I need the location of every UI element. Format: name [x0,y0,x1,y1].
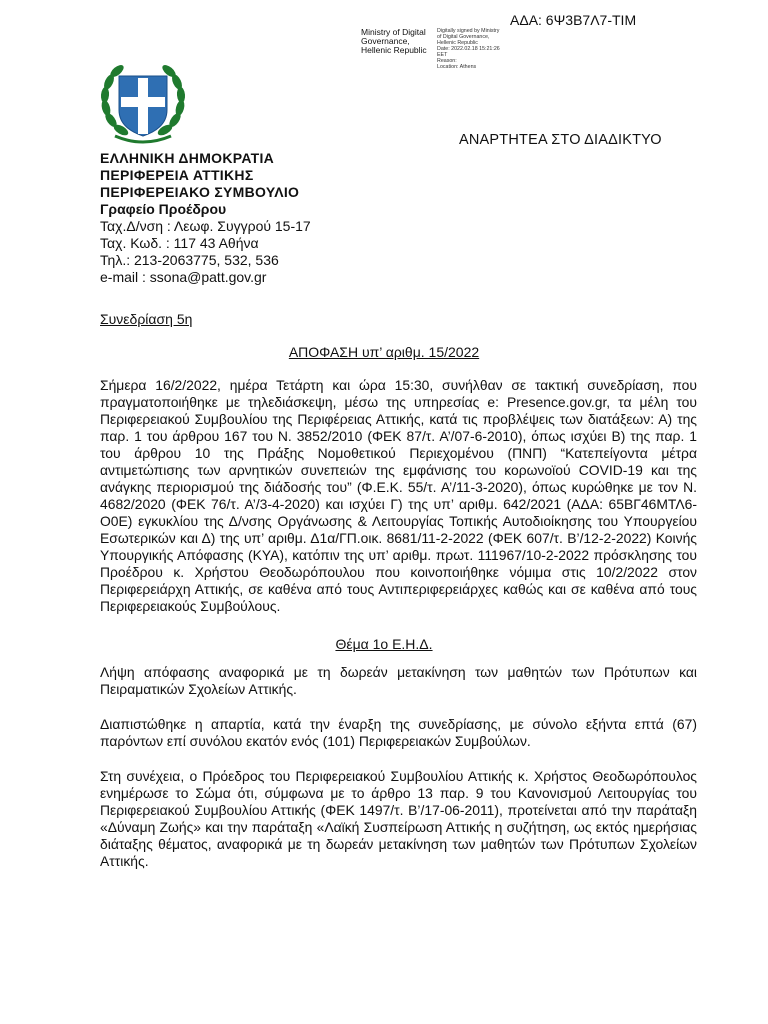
proposal-paragraph: Στη συνέχεια, ο Πρόεδρος του Περιφερειακού Συμβουλίου Αττικής κ. Χρήστος Θεοδωρόπουλος ενημέρωσε το Σώμα ότι, σύμφωνα με το άρθρο 13 παρ. 9 του Κανονισμού Λειτουργίας του Περιφερειακού Συμβουλίου Αττικής (ΦΕΚ 1497/τ. Β’/17-06-2011), προτείνεται από την παράταξη «Δύναμη Ζωής» και την παράταξη «Λαϊκή Συσπείρωση Αττικής η συζήτηση, ως εκτός ημερήσιας διάταξης θέματος, αναφορικά με τη δωρεάν μετακίνηση των μαθητών των Πρότυπων Σχολείων Αττικής. [100,768,697,869]
digital-signature-details [437,28,500,70]
phone-numbers: Τηλ.: 213-2063775, 532, 536 [100,252,279,268]
email-address: e-mail : ssona@patt.gov.gr [100,269,267,285]
public-posting-notice: ΑΝΑΡΤΗΤΕΑ ΣΤΟ ΔΙΑΔΙΚΤΥΟ [459,132,662,148]
signature-detail-line: Reason: [437,58,457,64]
office-name: Γραφείο Προέδρου [100,201,227,217]
signature-detail-line: Hellenic Republic [437,40,478,46]
postal-address: Ταχ.Δ/νση : Λεωφ. Συγγρού 15-17 [100,218,311,234]
region-name: ΠΕΡΙΦΕΡΕΙΑ ΑΤΤΙΚΗΣ [100,167,254,183]
council-name: ΠΕΡΙΦΕΡΕΙΑΚΟ ΣΥΜΒΟΥΛΙΟ [100,184,300,200]
postal-code: Ταχ. Κωδ. : 117 43 Αθήνα [100,235,259,251]
signer-line: Governance, [361,36,410,46]
topic-description: Λήψη απόφασης αναφορικά με τη δωρεάν μετακίνηση των μαθητών των Πρότυπων και Πειραματικών Σχολείων Αττικής. [100,664,697,697]
signature-detail-line: of Digital Governance, [437,34,490,40]
topic-heading: Θέμα 1ο Ε.Η.Δ. [335,636,433,652]
quorum-paragraph: Διαπιστώθηκε η απαρτία, κατά την έναρξη της συνεδρίασης, με σύνολο εξήντα επτά (67) παρόντων επί συνόλου εκατόν ενός (101) Περιφερειακών Συμβούλων. [100,716,697,749]
signer-line: Hellenic Republic [361,45,427,55]
letterhead [100,150,311,286]
signature-detail-line: Digitally signed by Ministry [437,28,500,34]
digital-signature-signer [361,28,427,55]
country-name: ΕΛΛΗΝΙΚΗ ΔΗΜΟΚΡΑΤΙΑ [100,150,275,166]
signature-detail-line: Date: 2022.02.18 15:21:26 [437,46,500,52]
signature-detail-line: Location: Athens [437,64,477,70]
decision-title-wrap [0,344,768,360]
meeting-paragraph: Σήμερα 16/2/2022, ημέρα Τετάρτη και ώρα 15:30, συνήλθαν σε τακτική συνεδρίαση, που πραγματοποιήθηκε με τηλεδιάσκεψη, μέσω της υπηρεσίας e: Presence.gov.gr, τα μέλη του Περιφερειακού Συμβουλίου της Περιφέρειας Αττικής, κατά τις προβλέψεις των διατάξεων: Α) της παρ. 1 του άρθρου 167 του Ν. 3852/2010 (ΦΕΚ 87/τ. Α’/07-6-2010), όπως ισχύει Β) της παρ. 1 του άρθρου 10 της Πράξης Νομοθετικού Περιεχομένου (ΠΝΠ) “Κατεπείγοντα μέτρα αντιμετώπισης των αρνητικών συνεπειών της εμφάνισης του κορωνοϊού COVID-19 και της ανάγκης περιορισμού της διάδοσής του” (Φ.Ε.Κ. 55/τ. Α’/11-3-2020), όπως κυρώθηκε με τον Ν. 4682/2020 (ΦΕΚ 76/τ. Α’/3-4-2020) και ισχύει Γ) της υπ’ αριθμ. 642/2021 (ΑΔΑ: 65ΒΓ46ΜΤΛ6-Ο0Ε) εγκυκλίου της Δ/νσης Οργάνωσης & Λειτουργίας Τοπικής Αυτοδιοίκησης του Υπουργείου Εσωτερικών και Δ) της υπ’ αριθμ. Δ1α/ΓΠ.οικ. 8681/11-2-2022 (ΦΕΚ 607/τ. Β’/12-2-2022) Κοινής Υπουργικής Απόφασης (ΚΥΑ), κατόπιν της υπ’ αριθμ. πρωτ. 111967/10-2-2022 πρόσκλησης του Προέδρου κ. Χρήστου Θεοδωρόπουλου που κοινοποιήθηκε νόμιμα στις 10/2/2022 στον Περιφερειάρχη Αττικής, σε καθένα από τους Αντιπεριφερειάρχες καθώς και σε καθένα από τους Περιφερειακούς Συμβούλους. [100,377,697,614]
signature-detail-line: EET [437,52,448,58]
session-number: Συνεδρίαση 5η [100,311,193,327]
signer-line: Ministry of Digital [361,27,426,37]
decision-title: ΑΠΟΦΑΣΗ υπ’ αριθμ. 15/2022 [288,344,480,360]
greek-republic-emblem [97,62,189,146]
ada-code: ΑΔΑ: 6Ψ3Β7Λ7-ΤΙΜ [510,12,637,28]
